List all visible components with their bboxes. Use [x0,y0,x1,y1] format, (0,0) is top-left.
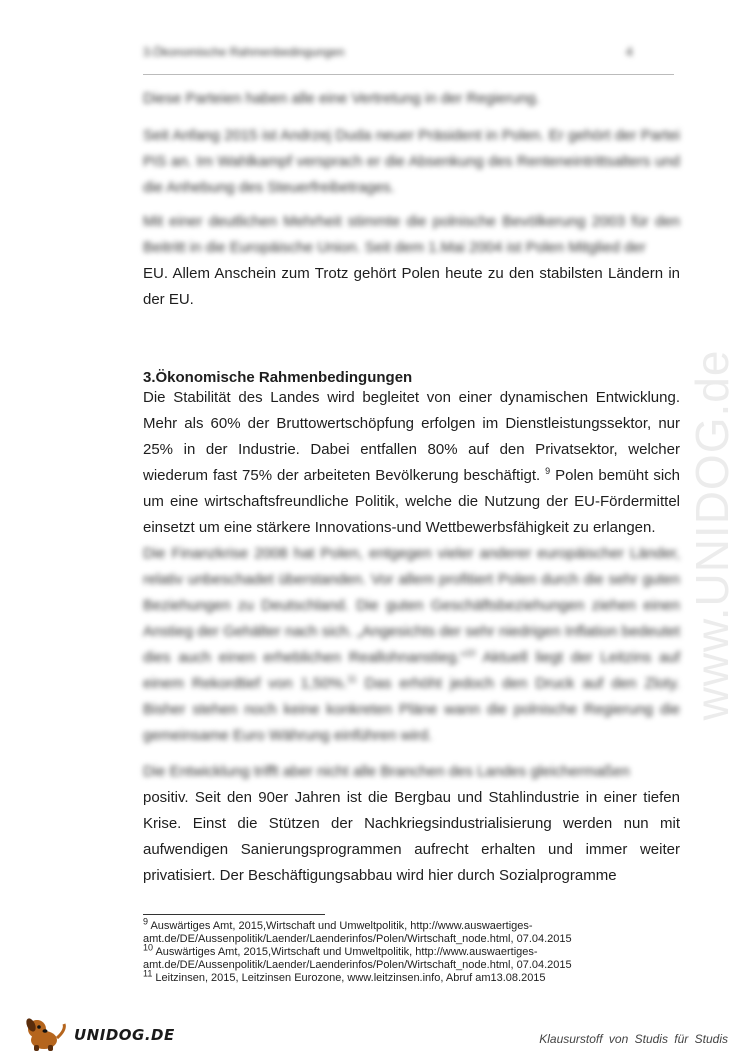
footnote-text: Auswärtiges Amt, 2015,Wirtschaft und Umweltpolitik, http://www.auswaertiges-amt.de/DE/Aussenpolitik/Laender/Laenderinfos/Polen/Wirtschaft_node.html, 07.04.2015 [143,920,572,945]
watermark: www.UNIDOG.de [686,349,738,721]
blurred-text-c: Das erhöht jedoch den Druck auf den Zloty. Bisher stehen noch keine konkreten Pläne wann die polnische Regierung die gemeinsame Euro Währung einführen wird. [143,675,681,744]
page-number: 4 [626,45,633,59]
paragraph-parties: Diese Parteien haben alle eine Vertretung in der Regierung. [143,90,540,107]
paragraph-industry-blurred: Die Entwicklung trifft aber nicht alle Branchen des Landes gleichermaßen [143,763,630,780]
footnote-number: 10 [143,942,154,953]
paragraph-industry-visible: positiv. Seit den 90er Jahren ist die Bergbau und Stahlindustrie in einer tiefen Krise. Einst die Stützen der Nachkriegsindustrialisierung werden nun mit aufwendigen Sanierungsprogrammen aufrecht erhalten und immer weiter privatisiert. Der Beschäftigungsabbau wird hier durch Sozialprogramme [143,789,680,884]
footnote-10 [143,942,703,972]
running-header: 3.Ökonomische Rahmenbedingungen [143,45,345,59]
footnote-text: Leitzinsen, 2015, Leitzinsen Eurozone, www.leitzinsen.info, Abruf am13.08.2015 [155,972,546,984]
header-rule [143,74,674,75]
section-heading: 3.Ökonomische Rahmenbedingungen [143,369,413,386]
footnote-11 [143,968,703,985]
footnote-ref-11: 11 [347,674,357,684]
section-body-visible [143,385,680,541]
footnote-rule [143,914,325,915]
paragraph-eu-blurred: Mit einer deutlichen Mehrheit stimmte die polnische Bevölkerung 2003 für den Beitritt in die Europäische Union. Seit dem 1.Mai 2004 ist Polen Mitglied der [143,213,680,256]
footnote-text: Auswärtiges Amt, 2015,Wirtschaft und Umweltpolitik, http://www.auswaertiges-amt.de/DE/Aussenpolitik/Laender/Laenderinfos/Polen/Wirtschaft_node.html, 07.04.2015 [143,946,572,971]
footnote-ref-10: 10 [465,648,476,658]
footnote-number: 11 [143,968,153,979]
footnote-number: 9 [143,916,149,927]
body-text-b: Polen bemüht sich um eine wirtschaftsfreundliche Politik, welche die Nutzung der EU-Fördermittel einsetzt um eine stärkere Innovations-und Wettbewerbsfähigkeit zu erlangen. [143,467,680,536]
paragraph-duda: Seit Anfang 2015 ist Andrzej Duda neuer Präsident in Polen. Er gehört der Partei PiS an. Im Wahlkampf versprach er die Absenkung des Renteneintrittsalters und die Anhebung des Steuerfreibetrages. [143,127,680,196]
footer-tagline: Klausurstoff von Studis für Studis [539,1032,728,1046]
body-text-a: Die Stabilität des Landes wird begleitet von einer dynamischen Entwicklung. Mehr als 60% der Bruttowertschöpfung erfolgen im Dienstleistungssektor, nur 25% in der Industrie. Dabei entfallen 80% auf den Privatsektor, welcher wiederum fast 75% der arbeiteten Bevölkerung beschäftigt. [143,389,680,484]
paragraph-eu-visible: EU. Allem Anschein zum Trotz gehört Polen heute zu den stabilsten Ländern in der EU. [143,265,680,308]
blurred-text-a: Die Finanzkrise 2008 hat Polen, entgegen vieler anderer europäischer Länder, relativ unbeschadet überstanden. Vor allem profitiert Polen durch die sehr guten Beziehungen zu Deutschland. Die guten Geschäftsbeziehungen ziehen einen Anstieg der Gehälter nach sich. „Angesichts der sehr niedrigen Inflation bedeutet dies auch einen erheblichen Reallohnanstieg.“ [143,545,680,666]
unidog-logo[interactable] [20,1016,175,1052]
logo-wordmark: UNIDOG.DE [74,1026,175,1044]
dog-mascot-icon [20,1016,76,1052]
blurred-text-b: Aktuell liegt der Leitzins auf einem Rekordtief von 1,50%. [143,649,680,692]
footnotes [143,916,703,985]
section-body-blurred [143,541,680,749]
footnote-ref-9[interactable]: 9 [545,466,551,476]
footnote-9 [143,916,703,946]
